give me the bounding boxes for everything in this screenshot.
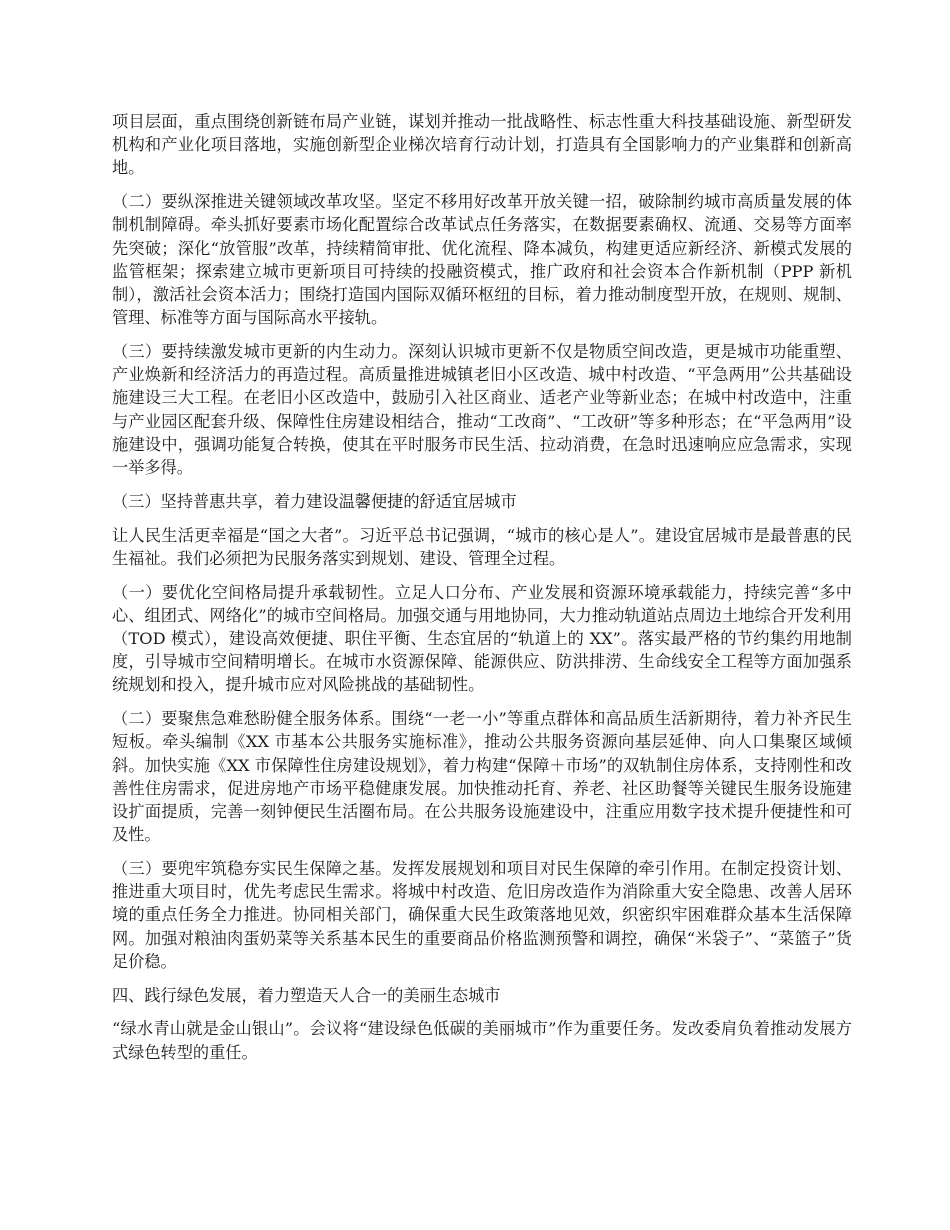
paragraph-5: （一）要优化空间格局提升承载韧性。立足人口分布、产业发展和资源环境承载能力，持续完善“多中心、组团式、网络化”的城市空间格局。加强交通与用地协同，大力推动轨道站点周边土地综合开发利用（TOD 模式），建设高效便捷、职住平衡、生态宜居的“轨道上的 XX”。落实最严格的节约集约用地制度，引导城市空间精明增长。在城市水资源保障、能源供应、防洪排涝、生命线安全工程等方面加强系统规划和投入，提升城市应对风险挑战的基础韧性。: [112, 582, 852, 695]
document-body: [112, 110, 852, 1064]
paragraph-6: （二）要聚焦急难愁盼健全服务体系。围绕“一老一小”等重点群体和高品质生活新期待，着力补齐民生短板。牵头编制《XX 市基本公共服务实施标准》，推动公共服务资源向基层延伸、向人口集聚区域倾斜。加快实施《XX 市保障性住房建设规划》，着力构建“保障＋市场”的双轨制住房体系，支持刚性和改善性住房需求，促进房地产市场平稳健康发展。加快推动托育、养老、社区助餐等关键民生服务设施建设扩面提质，完善一刻钟便民生活圈布局。在公共服务设施建设中，注重应用数字技术提升便捷性和可及性。: [112, 709, 852, 845]
paragraph-4: 让人民生活更幸福是“国之大者”。习近平总书记强调，“城市的核心是人”。建设宜居城市是最普惠的民生福祉。我们必须把为民服务落实到规划、建设、管理全过程。: [112, 525, 852, 568]
paragraph-7: （三）要兜牢筑稳夯实民生保障之基。发挥发展规划和项目对民生保障的牵引作用。在制定投资计划、推进重大项目时，优先考虑民生需求。将城中村改造、危旧房改造作为消除重大安全隐患、改善人居环境的重点任务全力推进。协同相关部门，确保重大民生政策落地见效，织密织牢困难群众基本生活保障网。加强对粮油肉蛋奶菜等关系基本民生的重要商品价格监测预警和调控，确保“米袋子”、“菜篮子”货足价稳。: [112, 859, 852, 971]
paragraph-2: （二）要纵深推进关键领域改革攻坚。坚定不移用好改革开放关键一招，破除制约城市高质量发展的体制机制障碍。牵头抓好要素市场化配置综合改革试点任务落实，在数据要素确权、流通、交易等方面率先突破；深化“放管服”改革，持续精简审批、优化流程、降本减负，构建更适应新经济、新模式发展的监管框架；探索建立城市更新项目可持续的投融资模式，推广政府和社会资本合作新机制（PPP 新机制），激活社会资本活力；围绕打造国内国际双循环枢纽的目标，着力推动制度型开放，在规则、规制、管理、标准等方面与国际高水平接轨。: [112, 192, 852, 328]
paragraph-3: （三）要持续激发城市更新的内生动力。深刻认识城市更新不仅是物质空间改造，更是城市功能重塑、产业焕新和经济活力的再造过程。高质量推进城镇老旧小区改造、城中村改造、“平急两用”公共基础设施建设三大工程。在老旧小区改造中，鼓励引入社区商业、适老产业等新业态；在城中村改造中，注重与产业园区配套升级、保障性住房建设相结合，推动“工改商”、“工改研”等多种形态；在“平急两用”设施建设中，强调功能复合转换，使其在平时服务市民生活、拉动消费，在急时迅速响应应急需求，实现一举多得。: [112, 342, 852, 478]
paragraph-1: 项目层面，重点围绕创新链布局产业链，谋划并推动一批战略性、标志性重大科技基础设施、新型研发机构和产业化项目落地，实施创新型企业梯次培育行动计划，打造具有全国影响力的产业集群和创新高地。: [112, 112, 852, 178]
section-heading-4: 四、践行绿色发展，着力塑造天人合一的美丽生态城市: [112, 985, 501, 1005]
section-heading-3: （三）坚持普惠共享，着力建设温馨便捷的舒适宜居城市: [112, 491, 517, 511]
paragraph-8: “绿水青山就是金山银山”。会议将“建设绿色低碳的美丽城市”作为重要任务。发改委肩负着推动发展方式绿色转型的重任。: [112, 1019, 852, 1062]
